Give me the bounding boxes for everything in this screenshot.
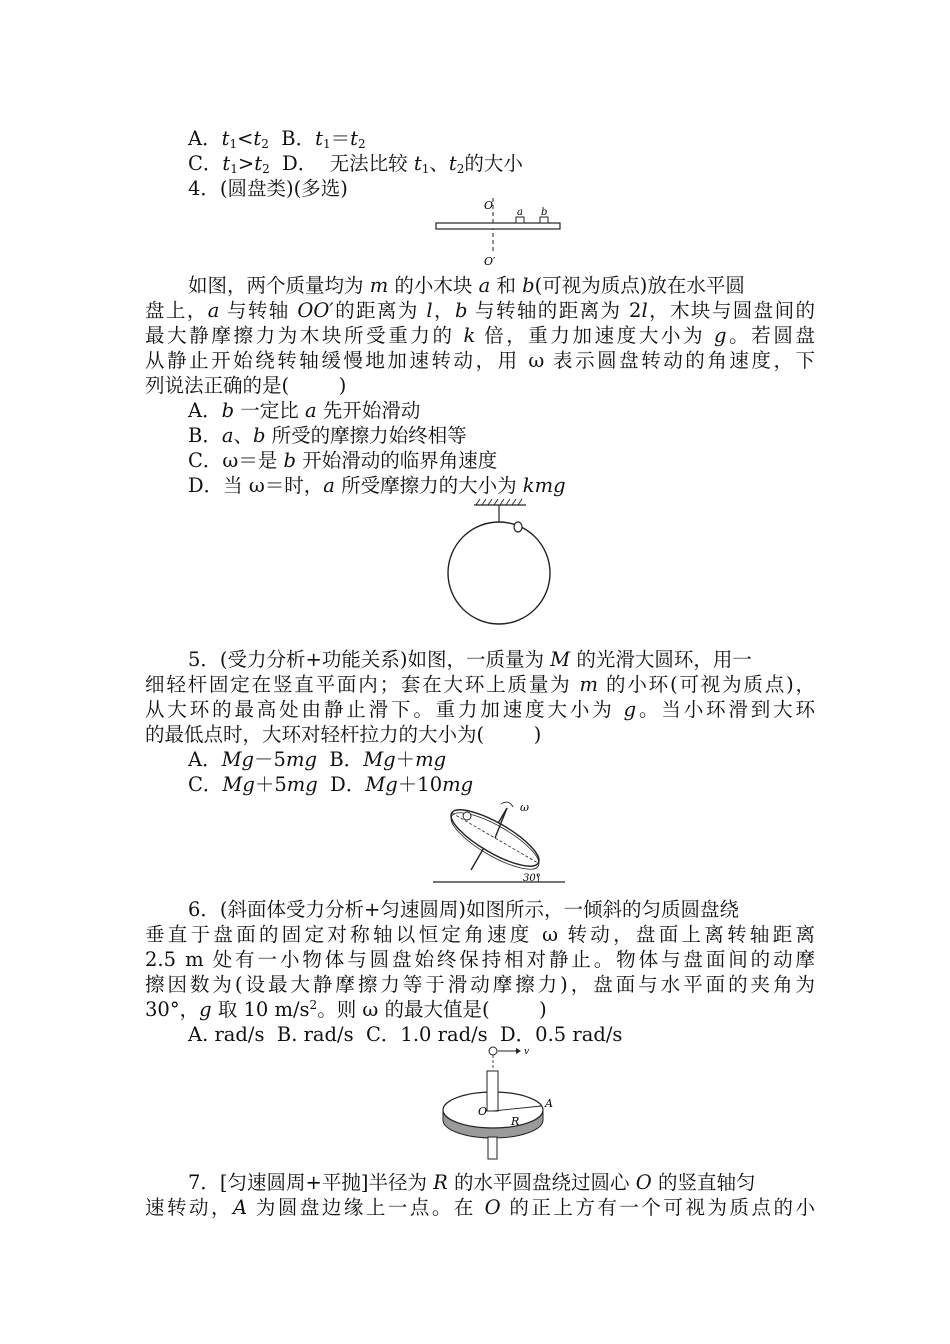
q5-stem-0	[188, 647, 815, 672]
q6-stem-1	[145, 922, 815, 947]
text-run: 细轻杆固定在竖直平面内；套在大环上质量为	[145, 673, 580, 696]
q3-options-cd: C．$t_1>t_2$ D． 无法比较 $t_1$、$t_2$的大小	[188, 152, 523, 176]
q4-option-d	[188, 473, 858, 498]
q3-options-ab: A．$t_1<t_2$ B．$t_1=t_2$	[188, 127, 366, 151]
text-run: ，木块与圆盘间的	[647, 299, 815, 322]
text-run: ＋10	[397, 773, 443, 796]
text-run: －5	[254, 748, 286, 771]
math-var: m	[369, 274, 389, 297]
text-run: 。则 ω 的最大值是( )	[317, 998, 547, 1021]
text-run: A．	[188, 748, 222, 771]
text-run: ＋	[395, 748, 416, 771]
text-run: 所受的摩擦力始终相等	[265, 424, 467, 447]
small-ring	[514, 522, 522, 532]
label-a: A	[545, 1097, 553, 1110]
label-o: O	[478, 1105, 488, 1118]
velocity-arrowhead	[516, 1048, 521, 1054]
text-run: 5．(受力分析+功能关系)如图，一质量为	[188, 648, 551, 671]
text-run: 30°，	[145, 998, 200, 1021]
math-var: a	[207, 299, 220, 322]
text-run: 的小环(可视为质点)，	[598, 673, 815, 696]
math-var: O	[635, 1171, 652, 1194]
q5-hoop-figure	[440, 497, 560, 627]
q4-option-c	[188, 448, 858, 473]
text-run: 盘上，	[145, 299, 208, 322]
text-run: 开始滑动的临界角速度	[296, 449, 498, 472]
math-var: a	[221, 424, 234, 447]
label-v: v	[524, 1047, 530, 1057]
text-run: 6．(斜面体受力分析+匀速圆周)如图所示，一倾斜的匀质圆盘绕	[188, 898, 739, 921]
q4-stem-1	[145, 298, 815, 323]
text-run: (可视为质点)放在水平圆	[534, 274, 745, 297]
math-var: b	[522, 274, 535, 297]
text-run: ＋5	[254, 773, 287, 796]
math-var: mg	[285, 748, 317, 771]
math-var: l	[426, 299, 433, 322]
label-a: a	[517, 207, 523, 218]
text-run: 列说法正确的是( )	[145, 374, 347, 397]
math-var: Mg	[363, 748, 396, 771]
label-angle: 30°	[523, 873, 541, 884]
math-var: m	[579, 673, 599, 696]
text-run: 的小木块	[388, 274, 479, 297]
text-run: 擦因数为(设最大静摩擦力等于滑动摩擦力)，盘面与水平面的夹角为	[145, 973, 815, 996]
math-var: O	[484, 1196, 501, 1219]
math-var: a	[304, 399, 317, 422]
math-var: b	[253, 424, 266, 447]
math-var: a	[478, 274, 491, 297]
particle	[489, 1047, 497, 1055]
q4-stem-4	[145, 373, 815, 398]
math-var: g	[199, 998, 212, 1021]
text-run: 的水平圆盘绕过圆心	[447, 1171, 636, 1194]
text-run: 倍，重力加速度大小为	[475, 324, 715, 347]
text-run: 先开始滑动	[316, 399, 421, 422]
math-var: l	[641, 299, 648, 322]
small-object	[463, 812, 471, 820]
q4-option-b	[188, 423, 858, 448]
text-run: 的竖直轴匀	[651, 1171, 756, 1194]
rotation-arrow	[501, 802, 513, 807]
q4-stem-2	[145, 323, 815, 348]
math-var: OO′	[297, 299, 334, 322]
disc-edge	[436, 223, 560, 229]
text-run: 的光滑大圆环，用一	[570, 648, 752, 671]
text-run: A. rad/s B. rad/s C．1.0 rad/s D．0.5 rad/s	[188, 1023, 623, 1046]
text-run: 2.5 m 处有一小物体与圆盘始终保持相对静止。物体与盘面间的动摩	[145, 948, 815, 971]
text-run: 、	[233, 424, 253, 447]
q4-stem-3	[145, 348, 815, 373]
text-run: C．	[188, 773, 223, 796]
text-run: 从大环的最高处由静止滑下。重力加速度大小为	[145, 698, 624, 721]
superscript: 2	[309, 998, 318, 1012]
q6-stem-2	[145, 947, 815, 972]
q4-header: 4．(圆盘类)(多选)	[188, 177, 348, 200]
text-run: B．	[316, 748, 364, 771]
text-run: 的距离为	[333, 299, 427, 322]
q7-disc-projectile-figure	[430, 1043, 570, 1163]
q5-stem-1	[145, 672, 815, 697]
q5-options-ab	[188, 747, 858, 772]
text-run: 为圆盘边缘上一点。在	[247, 1196, 485, 1219]
math-var: kmg	[522, 474, 566, 497]
text-run: 速转动，	[145, 1196, 234, 1219]
text-run: ，	[432, 299, 455, 322]
math-var: Mg	[221, 748, 255, 771]
label-o: O	[484, 199, 494, 212]
q6-stem-3	[145, 972, 815, 997]
math-var: b	[283, 449, 297, 472]
text-run: 如图，两个质量均为	[188, 274, 370, 297]
q4-stem-0	[188, 273, 815, 298]
ceiling-hatch	[476, 499, 522, 505]
math-var: mg	[442, 773, 474, 796]
math-var: mg	[286, 773, 318, 796]
text-run: B．	[188, 424, 222, 447]
text-run: 与转轴	[219, 299, 298, 322]
math-var: A	[233, 1196, 248, 1219]
math-var: M	[550, 648, 571, 671]
math-var: g	[714, 324, 727, 347]
math-var: R	[433, 1171, 448, 1194]
math-var: Mg	[365, 773, 398, 796]
q7-stem-0	[188, 1170, 815, 1195]
math-var: mg	[415, 748, 447, 771]
q5-stem-2	[145, 697, 815, 722]
text-run: 与转轴的距离为 2	[467, 299, 642, 322]
vertical-shaft	[487, 1071, 498, 1111]
text-run: 。若圆盘	[726, 324, 815, 347]
label-omega: ω	[520, 801, 529, 814]
text-run: 7．[匀速圆周+平抛]半径为	[188, 1171, 434, 1194]
text-run: 的最低点时，大环对轻杆拉力的大小为( )	[145, 723, 542, 746]
q6-inclined-disc-figure	[425, 790, 575, 890]
text-run: 最大静摩擦力为木块所受重力的	[145, 324, 464, 347]
text-run: 。当小环滑到大环	[636, 698, 815, 721]
text-run: C．ω＝是	[188, 449, 284, 472]
math-var: b	[221, 399, 235, 422]
math-var: g	[623, 698, 637, 721]
label-b: b	[541, 207, 548, 218]
text-run: 从静止开始绕转轴缓慢地加速转动，用 ω 表示圆盘转动的角速度，下	[145, 349, 815, 372]
q7-stem-1	[145, 1195, 815, 1220]
text-run: 一定比	[234, 399, 305, 422]
q5-stem-3	[145, 722, 815, 747]
text-run: 所受摩擦力的大小为	[334, 474, 523, 497]
q6-stem-0	[188, 897, 815, 922]
text-run: 的正上方有一个可视为质点的小	[500, 1196, 815, 1219]
label-r: R	[511, 1115, 520, 1128]
text-run: 取 10 m/s	[211, 998, 310, 1021]
text-run: D．当 ω＝时，	[188, 474, 324, 497]
shaft-lower	[488, 1137, 497, 1159]
math-var: a	[323, 474, 335, 497]
text-run: A．	[188, 399, 222, 422]
text-run: D．	[317, 773, 366, 796]
q4-option-a	[188, 398, 858, 423]
text-run: 垂直于盘面的固定对称轴以恒定角速度 ω 转动，盘面上离转轴距离	[145, 923, 815, 946]
label-o-prime: O′	[484, 255, 496, 268]
text-run: 和	[490, 274, 523, 297]
math-var: k	[463, 324, 476, 347]
q4-rotating-disc-figure	[430, 196, 570, 268]
big-hoop	[448, 522, 550, 624]
math-var: b	[454, 299, 468, 322]
q6-stem-4	[145, 997, 815, 1022]
math-var: Mg	[222, 773, 255, 796]
